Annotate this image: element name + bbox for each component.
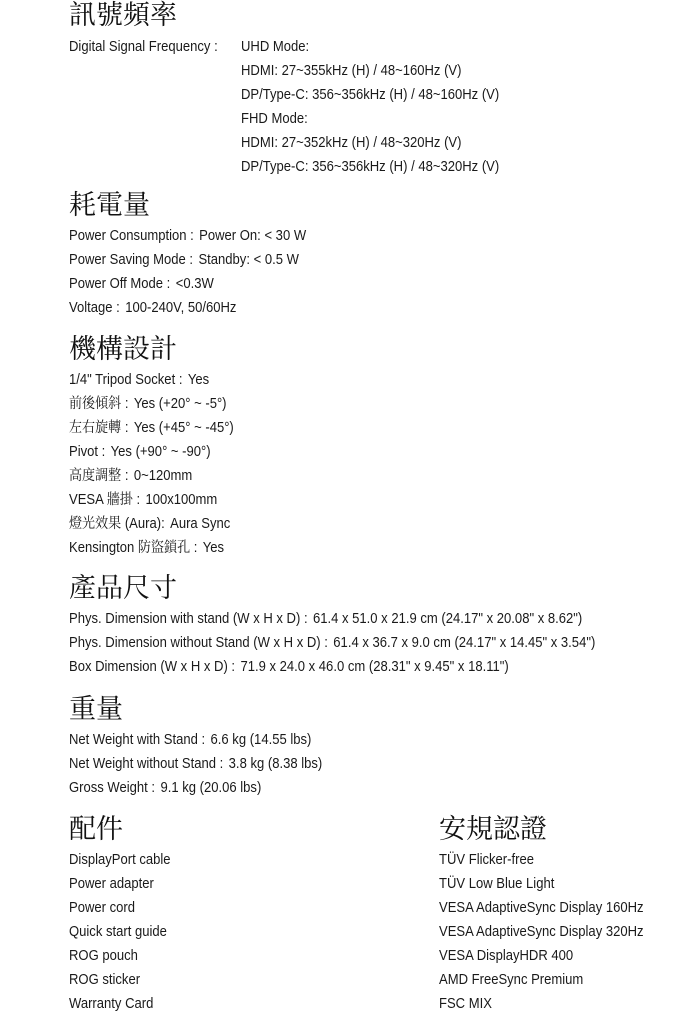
signal-line: UHD Mode: bbox=[241, 39, 310, 55]
spec-label: Voltage : bbox=[69, 300, 120, 316]
spec-value: 0~120mm bbox=[133, 468, 193, 484]
spec-row bbox=[69, 779, 261, 797]
spec-label: Phys. Dimension with stand (W x H x D) : bbox=[69, 611, 308, 627]
spec-value: 6.6 kg (14.55 lbs) bbox=[210, 732, 312, 748]
accessories-heading: 配件 bbox=[69, 814, 123, 845]
signal-line: DP/Type-C: 356~356kHz (H) / 48~160Hz (V) bbox=[241, 87, 500, 103]
spec-label: Kensington 防盜鎖孔 : bbox=[69, 540, 198, 556]
certification-item: TÜV Flicker-free bbox=[439, 852, 534, 868]
certification-item: VESA AdaptiveSync Display 320Hz bbox=[439, 924, 644, 940]
spec-label: Gross Weight : bbox=[69, 780, 156, 796]
spec-label: 1/4" Tripod Socket : bbox=[69, 372, 183, 388]
spec-label: Net Weight with Stand : bbox=[69, 732, 206, 748]
spec-row bbox=[69, 371, 209, 389]
spec-row bbox=[69, 227, 306, 245]
spec-label: 燈光效果 (Aura): bbox=[69, 516, 165, 532]
spec-value: Yes bbox=[202, 540, 225, 556]
spec-row bbox=[69, 491, 217, 509]
certification-item: AMD FreeSync Premium bbox=[439, 972, 584, 988]
spec-label: VESA 牆掛 : bbox=[69, 492, 141, 508]
spec-value: Aura Sync bbox=[170, 516, 231, 532]
spec-row bbox=[69, 755, 322, 773]
signal-frequency-label: Digital Signal Frequency : bbox=[69, 39, 218, 55]
spec-label: Box Dimension (W x H x D) : bbox=[69, 659, 236, 675]
certification-item: FSC MIX bbox=[439, 996, 492, 1012]
certification-item: TÜV Low Blue Light bbox=[439, 876, 555, 892]
spec-row bbox=[69, 443, 211, 461]
accessory-item: Warranty Card bbox=[69, 996, 154, 1012]
certifications-heading: 安規認證 bbox=[439, 814, 547, 845]
spec-row bbox=[69, 634, 595, 652]
accessory-item: DisplayPort cable bbox=[69, 852, 171, 868]
dimensions-heading: 產品尺寸 bbox=[69, 573, 177, 604]
spec-value: 3.8 kg (8.38 lbs) bbox=[228, 756, 323, 772]
spec-value: 61.4 x 51.0 x 21.9 cm (24.17" x 20.08" x 8.62") bbox=[312, 611, 583, 627]
spec-label: Pivot : bbox=[69, 444, 106, 460]
spec-value: Yes (+20° ~ -5°) bbox=[133, 396, 227, 412]
spec-label: Power Consumption : bbox=[69, 228, 194, 244]
spec-row bbox=[69, 731, 311, 749]
signal-frequency-heading: 訊號頻率 bbox=[69, 0, 177, 31]
spec-row bbox=[69, 395, 227, 413]
spec-row bbox=[69, 275, 214, 293]
accessory-item: ROG sticker bbox=[69, 972, 141, 988]
spec-value: 100-240V, 50/60Hz bbox=[125, 300, 237, 316]
spec-row bbox=[69, 251, 299, 269]
spec-value: Standby: < 0.5 W bbox=[198, 252, 299, 268]
spec-label: 高度調整 : bbox=[69, 468, 129, 484]
spec-row bbox=[69, 299, 236, 317]
accessory-item: ROG pouch bbox=[69, 948, 138, 964]
certification-item: VESA AdaptiveSync Display 160Hz bbox=[439, 900, 644, 916]
spec-row bbox=[69, 610, 582, 628]
power-heading: 耗電量 bbox=[69, 190, 150, 221]
accessory-item: Power adapter bbox=[69, 876, 154, 892]
weight-heading: 重量 bbox=[69, 694, 123, 725]
spec-label: Power Saving Mode : bbox=[69, 252, 194, 268]
mechanical-heading: 機構設計 bbox=[69, 334, 177, 365]
spec-value: 9.1 kg (20.06 lbs) bbox=[160, 780, 262, 796]
spec-label: Phys. Dimension without Stand (W x H x D) : bbox=[69, 635, 328, 651]
spec-row bbox=[69, 467, 192, 485]
certification-item: VESA DisplayHDR 400 bbox=[439, 948, 574, 964]
spec-value: Yes bbox=[187, 372, 210, 388]
spec-row bbox=[69, 515, 230, 533]
signal-line: HDMI: 27~352kHz (H) / 48~320Hz (V) bbox=[241, 135, 462, 151]
spec-value: Yes (+90° ~ -90°) bbox=[110, 444, 211, 460]
spec-value: 71.9 x 24.0 x 46.0 cm (28.31" x 9.45" x 18.11") bbox=[240, 659, 509, 675]
spec-label: Power Off Mode : bbox=[69, 276, 171, 292]
spec-value: 61.4 x 36.7 x 9.0 cm (24.17" x 14.45" x 3.54") bbox=[333, 635, 596, 651]
spec-row bbox=[69, 539, 224, 557]
spec-value: Power On: < 30 W bbox=[199, 228, 307, 244]
spec-row bbox=[69, 419, 234, 437]
accessory-item: Power cord bbox=[69, 900, 136, 916]
signal-line: HDMI: 27~355kHz (H) / 48~160Hz (V) bbox=[241, 63, 462, 79]
signal-line: FHD Mode: bbox=[241, 111, 308, 127]
spec-label: 左右旋轉 : bbox=[69, 420, 129, 436]
spec-row bbox=[69, 658, 509, 676]
accessory-item: Quick start guide bbox=[69, 924, 167, 940]
spec-label: 前後傾斜 : bbox=[69, 396, 129, 412]
spec-value: <0.3W bbox=[175, 276, 214, 292]
spec-label: Net Weight without Stand : bbox=[69, 756, 224, 772]
signal-line: DP/Type-C: 356~356kHz (H) / 48~320Hz (V) bbox=[241, 159, 500, 175]
spec-value: 100x100mm bbox=[145, 492, 218, 508]
spec-value: Yes (+45° ~ -45°) bbox=[133, 420, 234, 436]
